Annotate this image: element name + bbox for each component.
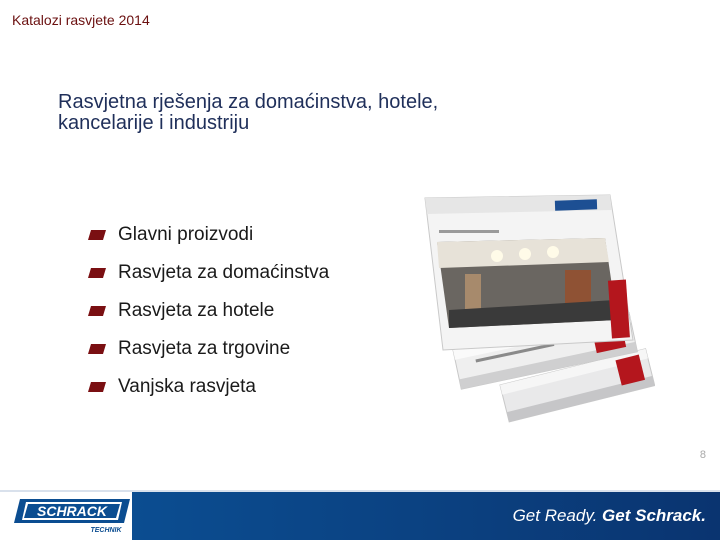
bullet-icon <box>88 306 106 316</box>
footer-tagline <box>513 506 706 526</box>
bullet-item <box>88 254 329 292</box>
page-heading-line-2: kancelarije i industriju <box>58 112 250 134</box>
catalog-stack-image <box>405 190 655 440</box>
bullet-item <box>88 330 329 368</box>
bullet-text: Rasvjeta za domaćinstva <box>118 262 330 283</box>
bullet-icon <box>88 382 106 392</box>
page-heading-line-1: Rasvjetna rješenja za domaćinstva, hotele, <box>58 91 439 113</box>
schrack-logo <box>12 497 130 535</box>
svg-text:TECHNIK: TECHNIK <box>90 527 122 534</box>
page-number: 8 <box>699 449 706 461</box>
bullet-list <box>88 216 329 406</box>
bullet-text: Vanjska rasvjeta <box>118 376 256 397</box>
bullet-item <box>88 292 329 330</box>
bullet-icon <box>88 344 106 354</box>
bullet-item <box>88 216 329 254</box>
header-title: Katalozi rasvjete 2014 <box>12 12 150 28</box>
tagline-part-1: Get Ready. <box>512 506 598 525</box>
page-heading <box>58 92 618 134</box>
bullet-icon <box>88 268 106 278</box>
svg-text:SCHRACK: SCHRACK <box>37 503 107 519</box>
bullet-icon <box>88 230 106 240</box>
bullet-item <box>88 368 329 406</box>
bullet-text: Glavni proizvodi <box>118 224 254 245</box>
bullet-text: Rasvjeta za trgovine <box>118 338 291 359</box>
tagline-part-2: Get Schrack. <box>602 506 706 525</box>
bullet-text: Rasvjeta za hotele <box>118 300 275 321</box>
